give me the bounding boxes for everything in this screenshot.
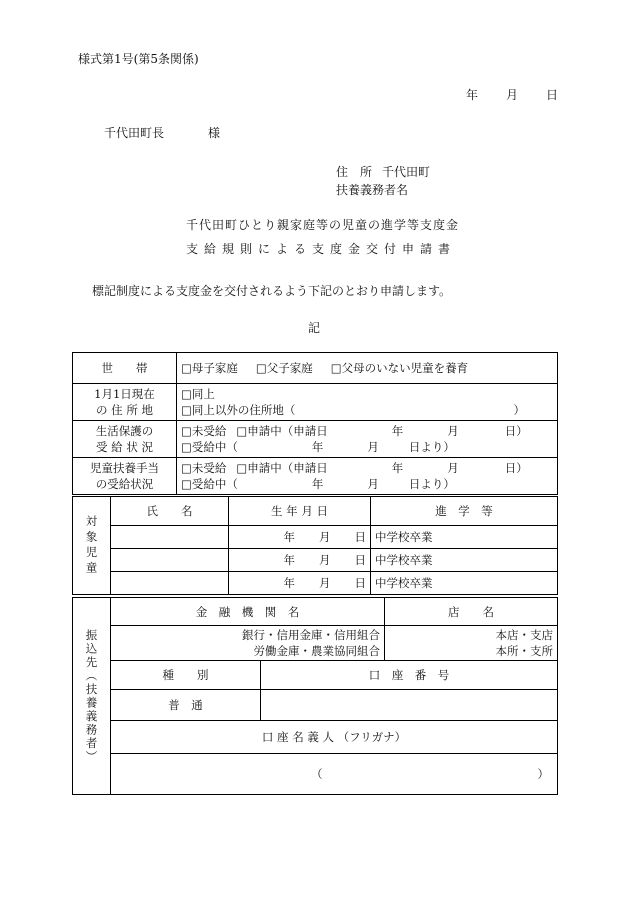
single-mother-checkbox[interactable]: □母子家庭: [181, 361, 238, 375]
child-row: [73, 526, 558, 549]
form-number: 様式第1号(第5条関係): [78, 52, 199, 66]
single-father-checkbox[interactable]: □父子家庭: [255, 361, 313, 375]
child-birth-cell[interactable]: 年 月 日: [229, 549, 371, 572]
welfare-options: □未受給 □申請中（申請日 年 月 日） □受給中（ 年 月 日より）: [177, 421, 558, 458]
bank-name-cell[interactable]: 銀行・信用金庫・信用組合 労働金庫・農業協同組合: [111, 626, 385, 661]
child-name-cell[interactable]: [111, 549, 229, 572]
date-line: [466, 86, 558, 103]
col-birthdate: 生 年 月 日: [229, 497, 371, 526]
allowance-not-receiving-checkbox[interactable]: □未受給: [181, 461, 227, 475]
branch-header: 店 名: [385, 598, 558, 626]
bank-name-header: 金 融 機 関 名: [111, 598, 385, 626]
document-title-line1: 千代田町ひとり親家庭等の児童の進学等支度金: [186, 218, 460, 232]
address-value: 千代田町: [382, 165, 431, 179]
col-school: 進 学 等: [371, 497, 558, 526]
welfare-receiving-checkbox[interactable]: □受給中（: [181, 440, 238, 454]
bank-header-row: [73, 598, 558, 626]
applicant-name-label: 扶養義務者名: [336, 183, 409, 197]
addressee-line: [104, 124, 220, 141]
child-allowance-options: □未受給 □申請中（申請日 年 月 日） □受給中（ 年 月 日より）: [177, 458, 558, 495]
branch-cell[interactable]: 本店・支店 本所・支所: [385, 626, 558, 661]
account-row: [73, 690, 558, 721]
document-title-line2: 支給規則による支度金交付申請書: [186, 242, 457, 256]
transfer-table: [72, 597, 558, 795]
addressee: 千代田町長: [104, 126, 165, 140]
children-table: [72, 496, 558, 595]
child-row: [73, 572, 558, 595]
child-school-cell: 中学校卒業: [371, 526, 558, 549]
account-number-cell[interactable]: [261, 690, 558, 721]
account-header-row: [73, 661, 558, 690]
date-month-label: 月: [506, 88, 519, 102]
children-section-label: 対象児童: [73, 497, 111, 595]
honorific: 様: [208, 126, 221, 140]
child-allowance-row: [73, 458, 558, 495]
welfare-row: [73, 421, 558, 458]
child-birth-cell[interactable]: 年 月 日: [229, 572, 371, 595]
welfare-not-receiving-checkbox[interactable]: □未受給: [181, 424, 227, 438]
date-day-label: 日: [546, 88, 559, 102]
account-type-value: 普 通: [111, 690, 261, 721]
status-table: [72, 352, 558, 495]
same-address-checkbox[interactable]: □同上: [181, 387, 215, 401]
col-name: 氏 名: [111, 497, 229, 526]
allowance-applying-checkbox[interactable]: □申請中（申請日: [236, 461, 328, 475]
other-address-checkbox[interactable]: □同上以外の住所地（: [181, 403, 296, 417]
child-name-cell[interactable]: [111, 526, 229, 549]
ki-label: 記: [308, 321, 321, 335]
account-holder-header: 口 座 名 義 人 （フリガナ）: [111, 721, 558, 754]
child-school-cell: 中学校卒業: [371, 572, 558, 595]
account-holder-cell[interactable]: （ ）: [111, 754, 558, 795]
bank-row: [73, 626, 558, 661]
account-number-header: 口 座 番 号: [261, 661, 558, 690]
date-year-label: 年: [466, 88, 479, 102]
child-row: [73, 549, 558, 572]
address-label: 1月1日現在 の 住 所 地: [73, 384, 177, 421]
holder-row: [73, 754, 558, 795]
welfare-applying-checkbox[interactable]: □申請中（申請日: [236, 424, 328, 438]
household-options: [177, 353, 558, 384]
children-header-row: [73, 497, 558, 526]
holder-header-row: [73, 721, 558, 754]
account-type-header: 種 別: [111, 661, 261, 690]
no-parent-checkbox[interactable]: □父母のいない児童を養育: [330, 361, 469, 375]
household-label: 世 帯: [73, 353, 177, 384]
household-row: [73, 353, 558, 384]
address-options: □同上 □同上以外の住所地（ ）: [177, 384, 558, 421]
address-label: 住 所: [336, 165, 373, 179]
allowance-receiving-checkbox[interactable]: □受給中（: [181, 477, 238, 491]
child-school-cell: 中学校卒業: [371, 549, 558, 572]
body-text: 標記制度による支度金を交付されるよう下記のとおり申請します。: [92, 284, 452, 298]
address-row: [73, 384, 558, 421]
welfare-label: 生活保護の 受 給 状 況: [73, 421, 177, 458]
applicant-address: [336, 163, 430, 180]
child-allowance-label: 児童扶養手当 の受給状況: [73, 458, 177, 495]
child-name-cell[interactable]: [111, 572, 229, 595]
child-birth-cell[interactable]: 年 月 日: [229, 526, 371, 549]
transfer-section-label: 振込先（扶養義務者）: [73, 598, 111, 795]
